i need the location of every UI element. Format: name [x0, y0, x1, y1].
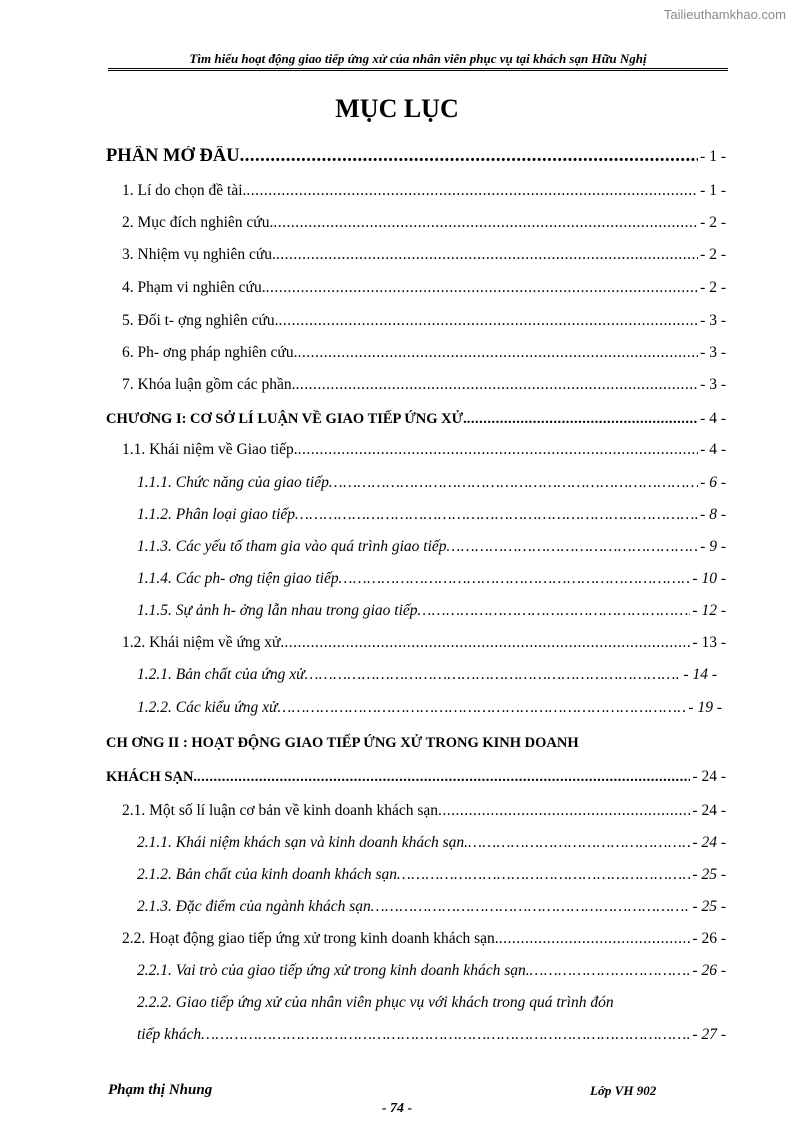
- toc-page: - 1 -: [700, 182, 726, 199]
- toc-entry[interactable]: [122, 802, 726, 824]
- dot-leader: [468, 834, 690, 852]
- toc-label: 1.1.3. Các yếu tố tham gia vào quá trình giao tiếp: [137, 538, 447, 555]
- watermark: Tailieuthamkhao.com: [663, 7, 786, 22]
- toc-page: - 8 -: [700, 506, 726, 523]
- dot-leader: [276, 246, 698, 264]
- dot-leader: [397, 866, 690, 884]
- dot-leader: [246, 182, 698, 200]
- dot-leader: [295, 376, 698, 394]
- toc-label: 1.2. Khái niệm về ứng xử.: [122, 634, 285, 651]
- dot-leader: [467, 411, 698, 428]
- toc-page: - 24 -: [692, 834, 726, 851]
- toc-entry[interactable]: [137, 570, 726, 592]
- dot-leader: [329, 474, 698, 492]
- dot-leader: [277, 699, 686, 717]
- toc-label: 2.1.3. Đặc điểm của ngành khách sạn: [137, 898, 371, 915]
- toc-entry[interactable]: [122, 312, 726, 334]
- dot-leader: [197, 769, 690, 786]
- toc-page: - 6 -: [700, 474, 726, 491]
- toc-entry[interactable]: [122, 279, 726, 301]
- toc-label: 2.1.1. Khái niệm khách sạn và kinh doanh khách sạn.: [137, 834, 469, 851]
- toc-chapter[interactable]: [106, 410, 726, 432]
- toc-label: PHẦN MỞ ĐẦU: [106, 146, 240, 166]
- toc-page: - 4 -: [700, 441, 726, 458]
- toc-page: - 19 -: [688, 699, 722, 716]
- toc-entry[interactable]: [137, 666, 717, 688]
- toc-label: 1.1.5. Sự ảnh h- ởng lẫn nhau trong giao tiếp: [137, 602, 418, 619]
- toc-label: 5. Đối t- ợng nghiên cứu.: [122, 312, 279, 329]
- toc-page: - 10 -: [692, 570, 726, 587]
- page-title: MỤC LỤC: [335, 94, 459, 123]
- toc-page: - 2 -: [700, 246, 726, 263]
- footer-page-number: - 74 -: [381, 1101, 413, 1116]
- toc-label: 6. Ph- ơng pháp nghiên cứu.: [122, 344, 298, 361]
- toc-page: - 2 -: [700, 214, 726, 231]
- toc-label: 3. Nhiệm vụ nghiên cứu.: [122, 246, 276, 263]
- toc-entry[interactable]: [122, 246, 726, 268]
- toc-page: - 3 -: [700, 344, 726, 361]
- toc-page: - 9 -: [700, 538, 726, 555]
- footer-author: Phạm thị Nhung: [108, 1082, 213, 1098]
- toc-entry[interactable]: [122, 344, 726, 366]
- toc-label: 2.2. Hoạt động giao tiếp ứng xử trong kinh doanh khách sạn.: [122, 930, 499, 947]
- dot-leader: [418, 602, 691, 620]
- toc-label: 1.1.4. Các ph- ơng tiện giao tiếp: [137, 570, 339, 587]
- toc-entry[interactable]: [122, 376, 726, 398]
- dot-leader: [240, 146, 699, 167]
- toc-entry[interactable]: [137, 834, 726, 856]
- toc-page: - 3 -: [700, 376, 726, 393]
- dot-leader: [279, 312, 699, 330]
- toc-label: 1.1.2. Phân loại giao tiếp: [137, 506, 296, 523]
- dot-leader: [530, 962, 691, 980]
- dot-leader: [371, 898, 691, 916]
- toc-entry[interactable]: [122, 930, 726, 952]
- toc-label: 1. Lí do chọn đề tài.: [122, 182, 247, 199]
- toc-page: - 25 -: [692, 866, 726, 883]
- toc-label: 1.2.1. Bản chất của ứng xử: [137, 666, 305, 683]
- toc-page: - 26 -: [692, 962, 726, 979]
- toc-page: - 24 -: [692, 768, 726, 785]
- toc-page: - 14 -: [683, 666, 717, 683]
- toc-entry[interactable]: [122, 214, 726, 236]
- toc-page: - 13 -: [692, 634, 726, 651]
- toc-page: - 24 -: [692, 802, 726, 819]
- toc-entry[interactable]: [122, 182, 726, 204]
- toc-entry[interactable]: [122, 441, 726, 463]
- dot-leader: [339, 570, 691, 588]
- dot-leader: [266, 279, 699, 297]
- toc-page: - 25 -: [692, 898, 726, 915]
- toc-page: - 27 -: [692, 1026, 726, 1043]
- toc-entry[interactable]: [137, 962, 726, 984]
- dot-leader: [447, 538, 699, 556]
- toc-entry[interactable]: [137, 506, 726, 528]
- footer-class: Lớp VH 902: [590, 1083, 657, 1098]
- running-header: Tìm hiểu hoạt động giao tiếp ứng xử của nhân viên phục vụ tại khách sạn Hữu Nghị: [189, 51, 647, 66]
- dot-leader: [499, 930, 691, 948]
- dot-leader: [297, 344, 698, 362]
- toc-label: 1.1.1. Chức năng của giao tiếp: [137, 474, 329, 491]
- toc-entry[interactable]: [137, 699, 722, 721]
- toc-entry[interactable]: [137, 602, 726, 624]
- toc-label: 2. Mục đích nghiên cứu.: [122, 214, 274, 231]
- toc-chapter-line[interactable]: CH ƠNG II : HOẠT ĐỘNG GIAO TIẾP ỨNG XỬ TRONG KINH DOANH: [106, 735, 579, 751]
- toc-label: 2.1. Một số lí luận cơ bản về kinh doanh khách sạn: [122, 802, 438, 819]
- toc-entry[interactable]: [137, 866, 726, 888]
- toc-page: - 1 -: [700, 148, 726, 165]
- toc-label: tiếp khách: [137, 1026, 202, 1043]
- toc-label: 1.2.2. Các kiểu ứng xử: [137, 699, 278, 716]
- toc-entry[interactable]: [137, 1026, 726, 1048]
- toc-label: 1.1. Khái niệm về Giao tiếp.: [122, 441, 298, 458]
- toc-entry[interactable]: [137, 474, 726, 496]
- toc-entry[interactable]: [137, 898, 726, 920]
- toc-entry[interactable]: [137, 538, 726, 560]
- dot-leader: [201, 1026, 690, 1044]
- dot-leader: [298, 441, 699, 459]
- toc-page: - 4 -: [700, 410, 726, 427]
- dot-leader: [273, 214, 698, 232]
- dot-leader: [295, 506, 698, 524]
- toc-label: 2.1.2. Bản chất của kinh doanh khách sạn: [137, 866, 398, 883]
- toc-entry[interactable]: [106, 146, 726, 172]
- dot-leader: [438, 802, 690, 820]
- toc-chapter[interactable]: [106, 768, 726, 790]
- toc-entry[interactable]: [122, 634, 726, 656]
- toc-entry-line[interactable]: 2.2.2. Giao tiếp ứng xử của nhân viên phục vụ với khách trong quá trình đón: [137, 994, 614, 1011]
- dot-leader: [284, 634, 690, 652]
- toc-label: 2.2.1. Vai trò của giao tiếp ứng xử trong kinh doanh khách sạn.: [137, 962, 530, 979]
- toc-page: - 3 -: [700, 312, 726, 329]
- toc-page: - 2 -: [700, 279, 726, 296]
- toc-label: CHƯƠNG I: CƠ SỞ LÍ LUẬN VỀ GIAO TIẾP ỨNG XỬ.: [106, 411, 467, 427]
- toc-page: - 26 -: [692, 930, 726, 947]
- dot-leader: [305, 666, 682, 684]
- toc-label: KHÁCH SẠN.: [106, 769, 198, 785]
- toc-label: 4. Phạm vi nghiên cứu.: [122, 279, 266, 296]
- toc-label: 7. Khóa luận gồm các phần.: [122, 376, 296, 393]
- toc-page: - 12 -: [692, 602, 726, 619]
